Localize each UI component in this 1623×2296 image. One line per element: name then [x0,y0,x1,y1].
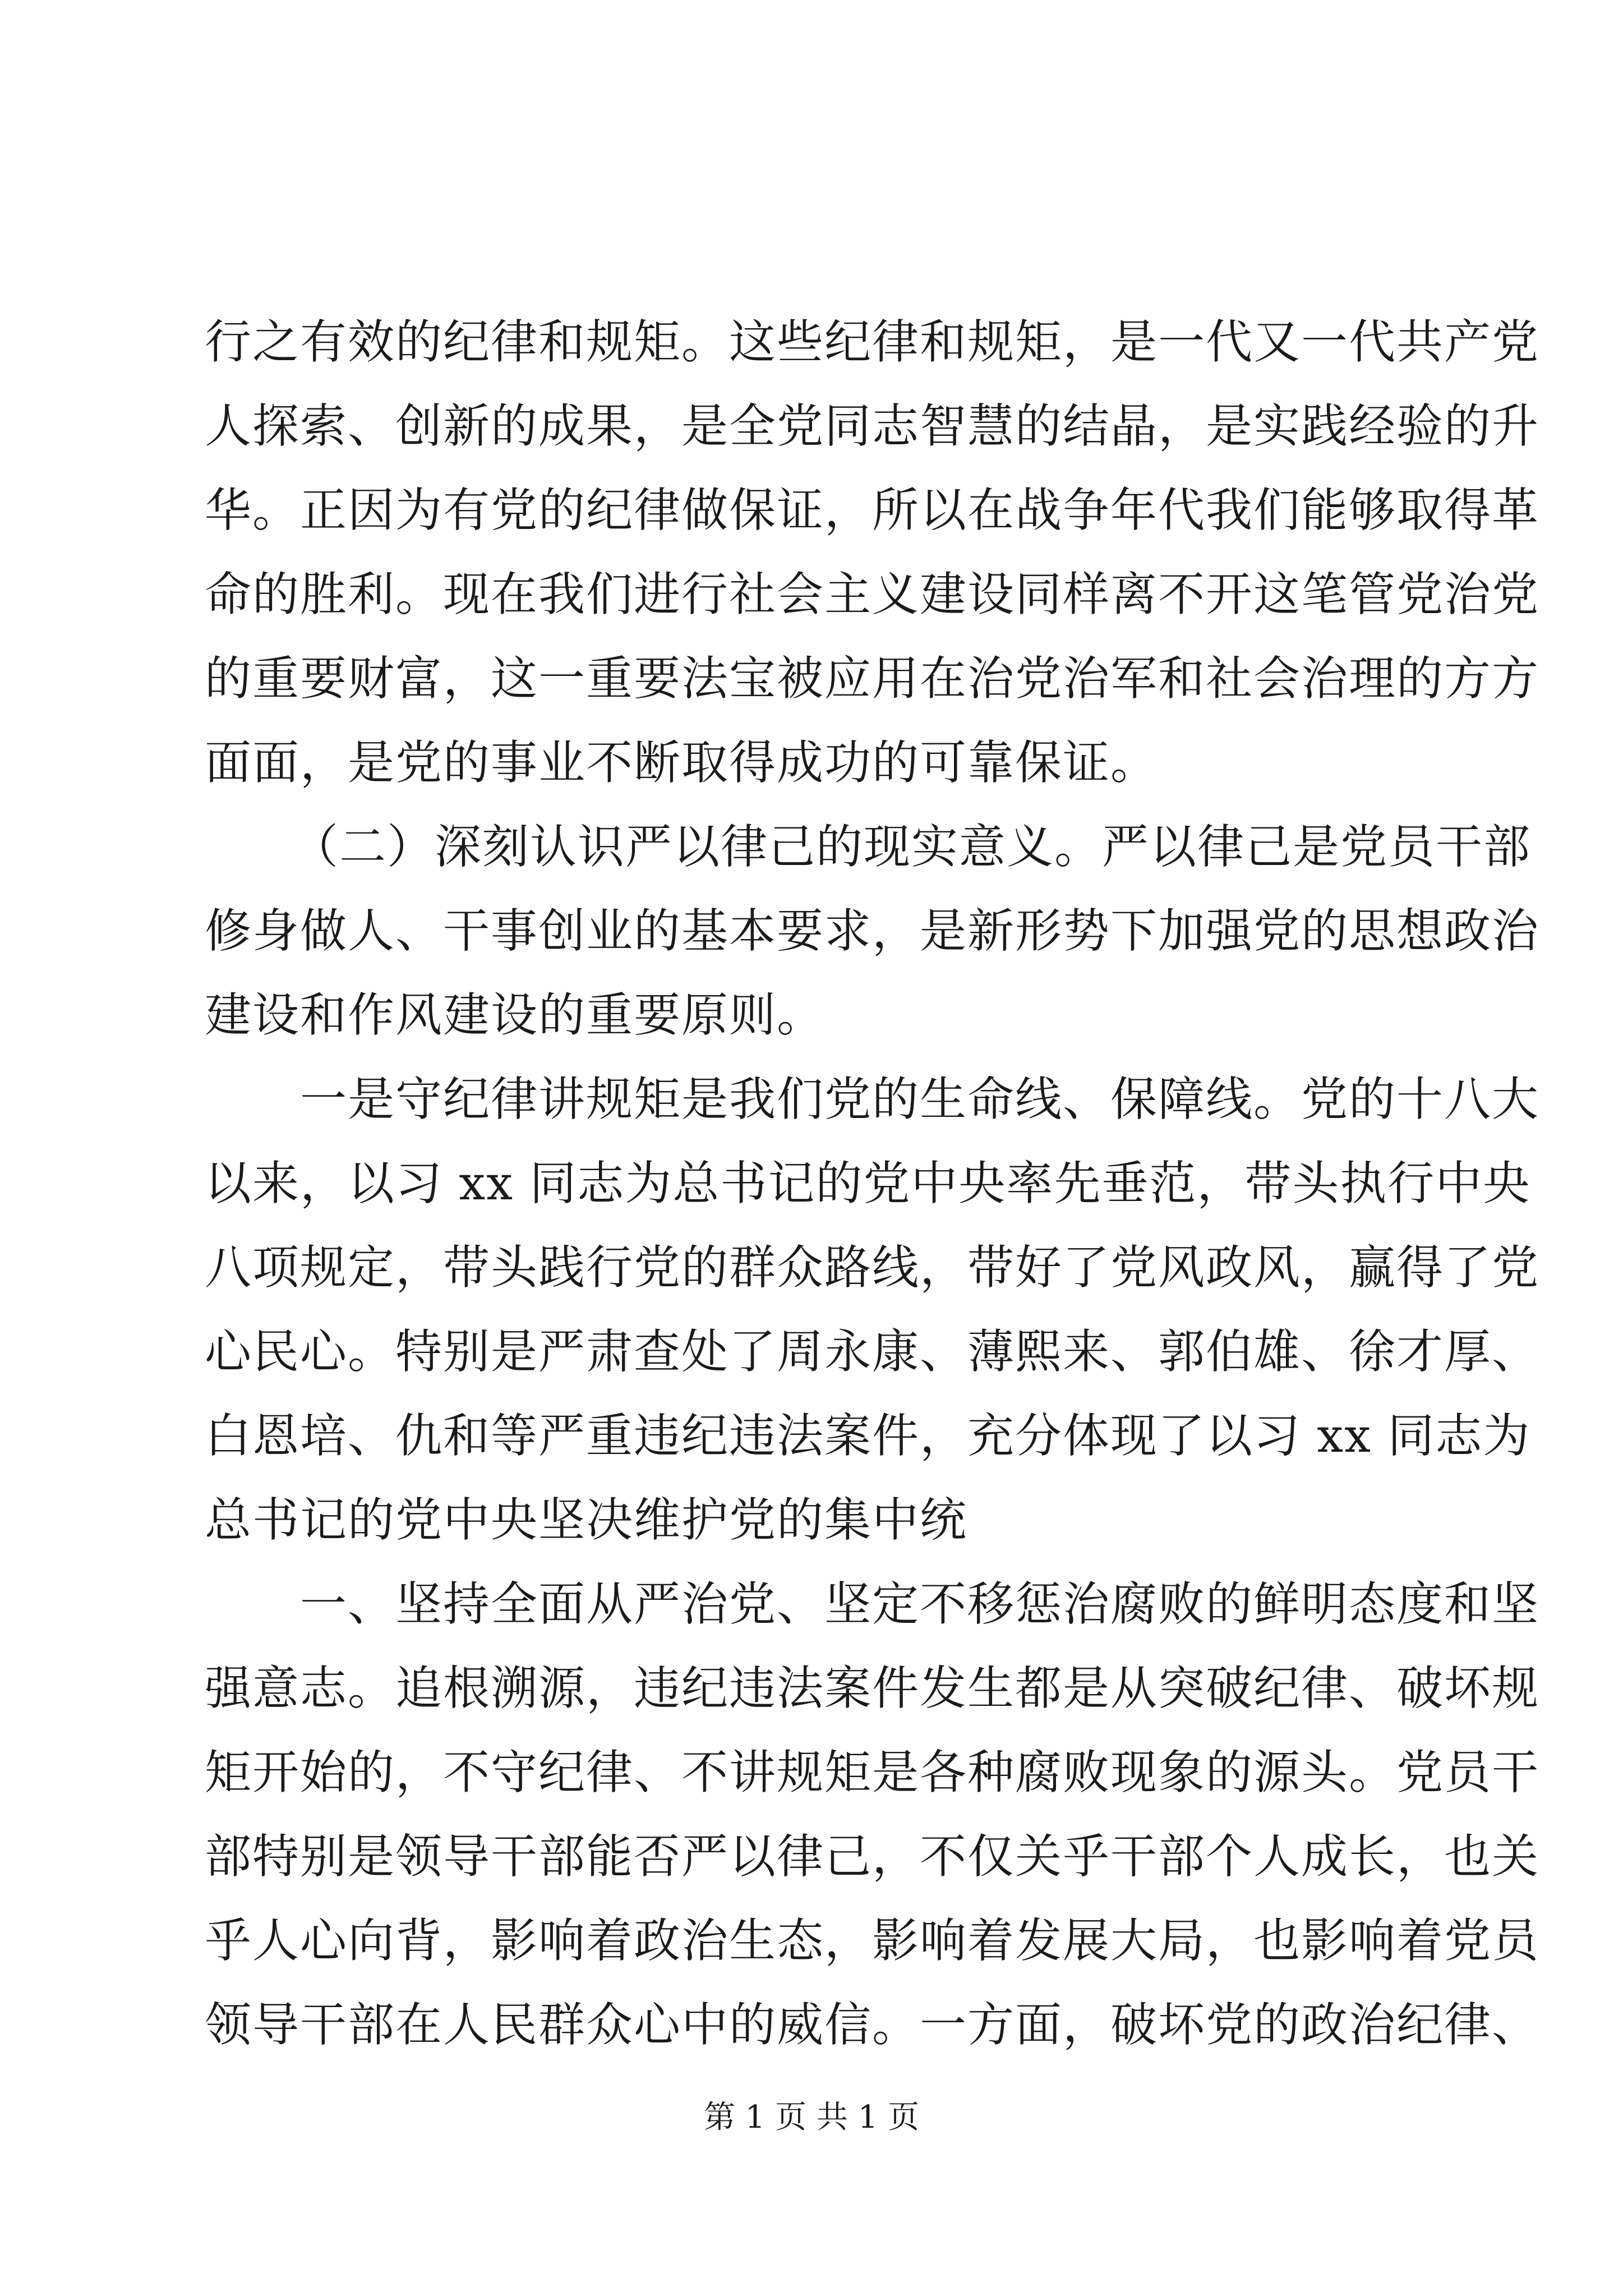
text-line: 命的胜利。现在我们进行社会主义建设同样离不开这笔管党治党 [205,567,1539,622]
text-line: 总书记的党中央坚决维护党的集中统 [205,1493,967,1547]
text-line: 白恩培、仇和等严重违纪违法案件，充分体现了以习 xx 同志为 [205,1409,1531,1463]
text-line: 八项规定，带头践行党的群众路线，带好了党风政风，赢得了党 [205,1240,1539,1295]
text-line: 领导干部在人民群众心中的威信。一方面，破坏党的政治纪律、 [205,1998,1539,2052]
text-line: 矩开始的，不守纪律、不讲规矩是各种腐败现象的源头。党员干 [205,1745,1539,1800]
text-line: 部特别是领导干部能否严以律己，不仅关乎干部个人成长，也关 [205,1829,1539,1884]
page-footer: 第 1 页 共 1 页 [703,2099,920,2136]
text-line: 面面，是党的事业不断取得成功的可靠保证。 [205,735,1158,790]
paragraph-start: 一是守纪律讲规矩是我们党的生命线、保障线。党的十八大 [300,1072,1539,1126]
text-line: 心民心。特别是严肃查处了周永康、薄熙来、郭伯雄、徐才厚、 [205,1324,1539,1379]
paragraph-start: 一、坚持全面从严治党、坚定不移惩治腐败的鲜明态度和坚 [300,1577,1539,1631]
paragraph-heading: （二）深刻认识严以律己的现实意义。严以律己是党员干部 [292,820,1531,874]
text-line: 的重要财富，这一重要法宝被应用在治党治军和社会治理的方方 [205,651,1539,706]
text-line: 强意志。追根溯源，违纪违法案件发生都是从突破纪律、破坏规 [205,1661,1539,1715]
text-line: 人探索、创新的成果，是全党同志智慧的结晶，是实践经验的升 [205,399,1539,453]
text-line: 修身做人、干事创业的基本要求，是新形势下加强党的思想政治 [205,904,1539,958]
text-line: 华。正因为有党的纪律做保证，所以在战争年代我们能够取得革 [205,483,1539,537]
text-line: 行之有效的纪律和规矩。这些纪律和规矩，是一代又一代共产党 [205,315,1539,369]
text-line: 乎人心向背，影响着政治生态，影响着发展大局，也影响着党员 [205,1913,1539,1968]
text-line: 建设和作风建设的重要原则。 [205,988,824,1042]
text-line: 以来，以习 xx 同志为总书记的党中央率先垂范，带头执行中央 [205,1156,1531,1211]
